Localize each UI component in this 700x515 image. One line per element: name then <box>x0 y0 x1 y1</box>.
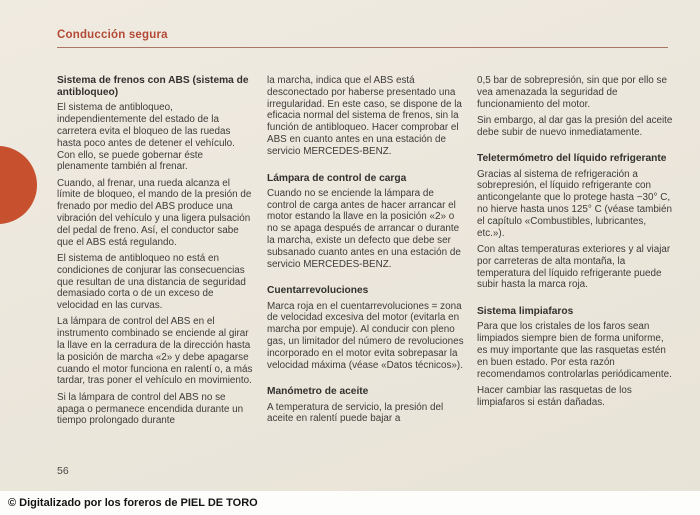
paragraph: la marcha, indica que el ABS está desconectado por haberse presentado una irregularidad. En este caso, se dispone de la eficacia normal del sistema de frenos, sin la función de antibloqueo. Hacer comprobar el ABS en cuanto antes en una estación de servicio MERCEDES-BENZ. <box>267 75 462 157</box>
paragraph: Cuando no se enciende la lámpara de control de carga antes de hacer arrancar el motor estando la llave en la posición «2» o no se apaga después de arrancar o durante la marcha, existe un defecto que debe ser subsanado cuanto antes en una estación de servicio MERCEDES-BENZ. <box>267 187 461 270</box>
section-heading-lampara-carga: Lámpara de control de carga <box>267 172 407 184</box>
paragraph: 0,5 bar de sobrepresión, sin que por ello se vea amenazada la seguridad de funcionamiento del motor. <box>477 75 667 110</box>
paragraph: A temperatura de servicio, la presión del aceite en ralentí puede bajar a <box>267 401 444 425</box>
section-heading-manometro: Manómetro de aceite <box>267 386 369 398</box>
paragraph: El sistema de antibloqueo, independientemente del estado de la carretera evita el bloqueo de las ruedas hasta poco antes de detener el vehículo. Con ello, se puede gobernar éste plenamente también al frenar. <box>57 102 235 173</box>
text-columns <box>57 75 674 432</box>
column-middle <box>267 75 464 432</box>
watermark-text: © Digitalizado por los foreros de PIEL DE TORO <box>8 497 258 509</box>
paragraph: Hacer cambiar las rasquetas de los limpiafaros si están dañadas. <box>477 384 632 408</box>
paragraph: Con altas temperaturas exteriores y al viajar por carreteras de alta montaña, la temperatura del líquido refrigerante puede subir hasta la marca roja. <box>477 243 671 291</box>
chapter-header: Conducción segura <box>57 29 168 41</box>
section-heading-limpiafaros: Sistema limpiafaros <box>477 306 574 318</box>
paragraph: Sin embargo, al dar gas la presión del aceite debe subir de nuevo inmediatamente. <box>477 114 673 138</box>
paragraph: Si la lámpara de control del ABS no se apaga o permanece encendida durante un tiempo prolongado durante <box>57 391 244 427</box>
paragraph: Para que los cristales de los faros sean limpiados siempre bien de forma uniforme, es muy importante que las rasquetas estén en buen estado. Por esta razón recomendamos controlarlas periódicamente. <box>477 321 672 380</box>
paragraph: Cuando, al frenar, una rueda alcanza el límite de bloqueo, el mando de la presión de frenado por medio del ABS produce una vibración del vehículo y una ligera pulsación del pedal de freno. Así, el conductor sabe que el ABS está regulando. <box>57 177 252 248</box>
section-heading-cuentarrevoluciones: Cuentarrevoluciones <box>267 285 369 297</box>
column-left <box>57 75 254 432</box>
paragraph: El sistema de antibloqueo no está en condiciones de conjurar las consecuencias que resultan de una distancia de seguridad demasiado corta o de un exceso de velocidad en las curvas. <box>57 252 246 312</box>
watermark-bar <box>0 491 700 515</box>
header-rule <box>57 47 668 48</box>
section-heading-abs: Sistema de frenos con ABS (sistema de antibloqueo) <box>57 75 249 99</box>
section-heading-teletermometro: Teletermómetro del líquido refrigerante <box>477 153 667 165</box>
chapter-tab-marker <box>0 146 37 224</box>
page-number: 56 <box>57 465 69 477</box>
column-right <box>477 75 674 432</box>
paragraph: La lámpara de control del ABS en el instrumento combinado se enciende al girar la llave en la cerradura de la dirección hasta la posición de marcha «2» y debe apagarse cuando el motor funciona en ralentí o, a más tardar, tras poner el vehículo en movimiento. <box>57 316 253 387</box>
paragraph: Gracias al sistema de refrigeración a sobrepresión, el líquido refrigerante con anticongelante que lo protege hasta −30° C, no hierve hasta unos 125° C (véase también el capítulo «Combustibles, lubricantes, etc.»). <box>477 168 672 239</box>
paragraph: Marca roja en el cuentarrevoluciones = zona de velocidad excesiva del motor (evitarla en marcha por empuje). Al conducir con pleno gas, un limitador del número de revoluciones incorporado en el motor evita sobrepasar la velocidad máxima (véase «Datos técnicos»). <box>267 300 464 371</box>
